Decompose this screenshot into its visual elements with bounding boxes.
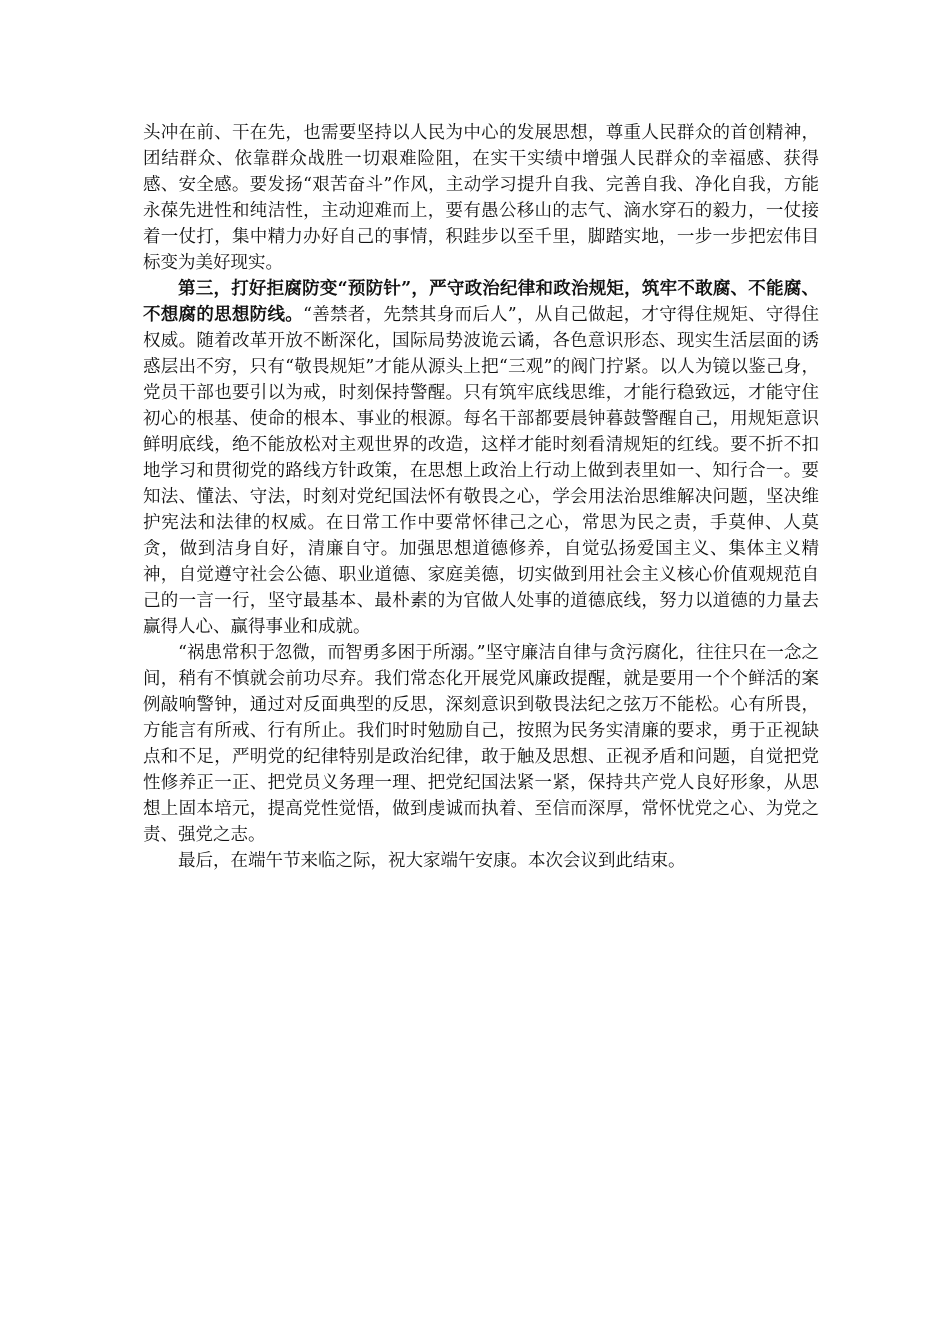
paragraph-quote: “祸患常积于忽微，而智勇多困于所溺。”坚守廉洁自律与贪污腐化，往往只在一念之间，稍有不慎就会前功尽弃。我们常态化开展党风廉政提醒，就是要用一个个鲜活的案例敲响警钟，通过对反面典型的反思，深刻意识到敬畏法纪之弦万不能松。心有所畏，方能言有所戒、行有所止。我们时时勉励自己，按照为民务实清廉的要求，勇于正视缺点和不足，严明党的纪律特别是政治纪律，敢于触及思想、正视矛盾和问题，自觉把党性修养正一正、把党员义务理一理、把党纪国法紧一紧，保持共产党人良好形象，从思想上固本培元，提高党性觉悟，做到虔诚而执着、至信而深厚，常怀忧党之心、为党之责、强党之志。 [143, 643, 819, 845]
document-body [143, 120, 819, 874]
paragraph-heading: 第三，打好拒腐防变“预防针”，严守政治纪律和政治规矩，筑牢不敢腐、不能腐、不想腐的思想防线。 [143, 279, 819, 325]
paragraph-body: “善禁者，先禁其身而后人”，从自己做起，才守得住规矩、守得住权威。随着改革开放不断深化，国际局势波诡云谲，各色意识形态、现实生活层面的诱惑层出不穷，只有“敬畏规矩”才能从源头上把“三观”的阀门拧紧。以人为镜以鉴己身，党员干部也要引以为戒，时刻保持警醒。只有筑牢底线思维，才能行稳致远，才能守住初心的根基、使命的根本、事业的根源。每名干部都要晨钟暮鼓警醒自己，用规矩意识鲜明底线，绝不能放松对主观世界的改造，这样才能时刻看清规矩的红线。要不折不扣地学习和贯彻党的路线方针政策，在思想上政治上行动上做到表里如一、知行合一。要知法、懂法、守法，时刻对党纪国法怀有敬畏之心，学会用法治思维解决问题，坚决维护宪法和法律的权威。在日常工作中要常怀律己之心，常思为民之责，手莫伸、人莫贪，做到洁身自好，清廉自守。加强思想道德修养，自觉弘扬爱国主义、集体主义精神，自觉遵守社会公德、职业道德、家庭美德，切实做到用社会主义核心价值观规范自己的一言一行，坚守最基本、最朴素的为官做人处事的道德底线，努力以道德的力量去赢得人心、赢得事业和成就。 [143, 305, 819, 637]
paragraph-closing: 最后，在端午节来临之际，祝大家端午安康。本次会议到此结束。 [178, 851, 686, 871]
paragraph-third-point [143, 276, 819, 640]
paragraph-continuation: 头冲在前、干在先，也需要坚持以人民为中心的发展思想，尊重人民群众的首创精神，团结群众、依靠群众战胜一切艰难险阻，在实干实绩中增强人民群众的幸福感、获得感、安全感。要发扬“艰苦奋斗”作风，主动学习提升自我、完善自我、净化自我，方能永葆先进性和纯洁性，主动迎难而上，要有愚公移山的志气、滴水穿石的毅力，一仗接着一仗打，集中精力办好自己的事情，积跬步以至千里，脚踏实地，一步一步把宏伟目标变为美好现实。 [143, 123, 819, 273]
